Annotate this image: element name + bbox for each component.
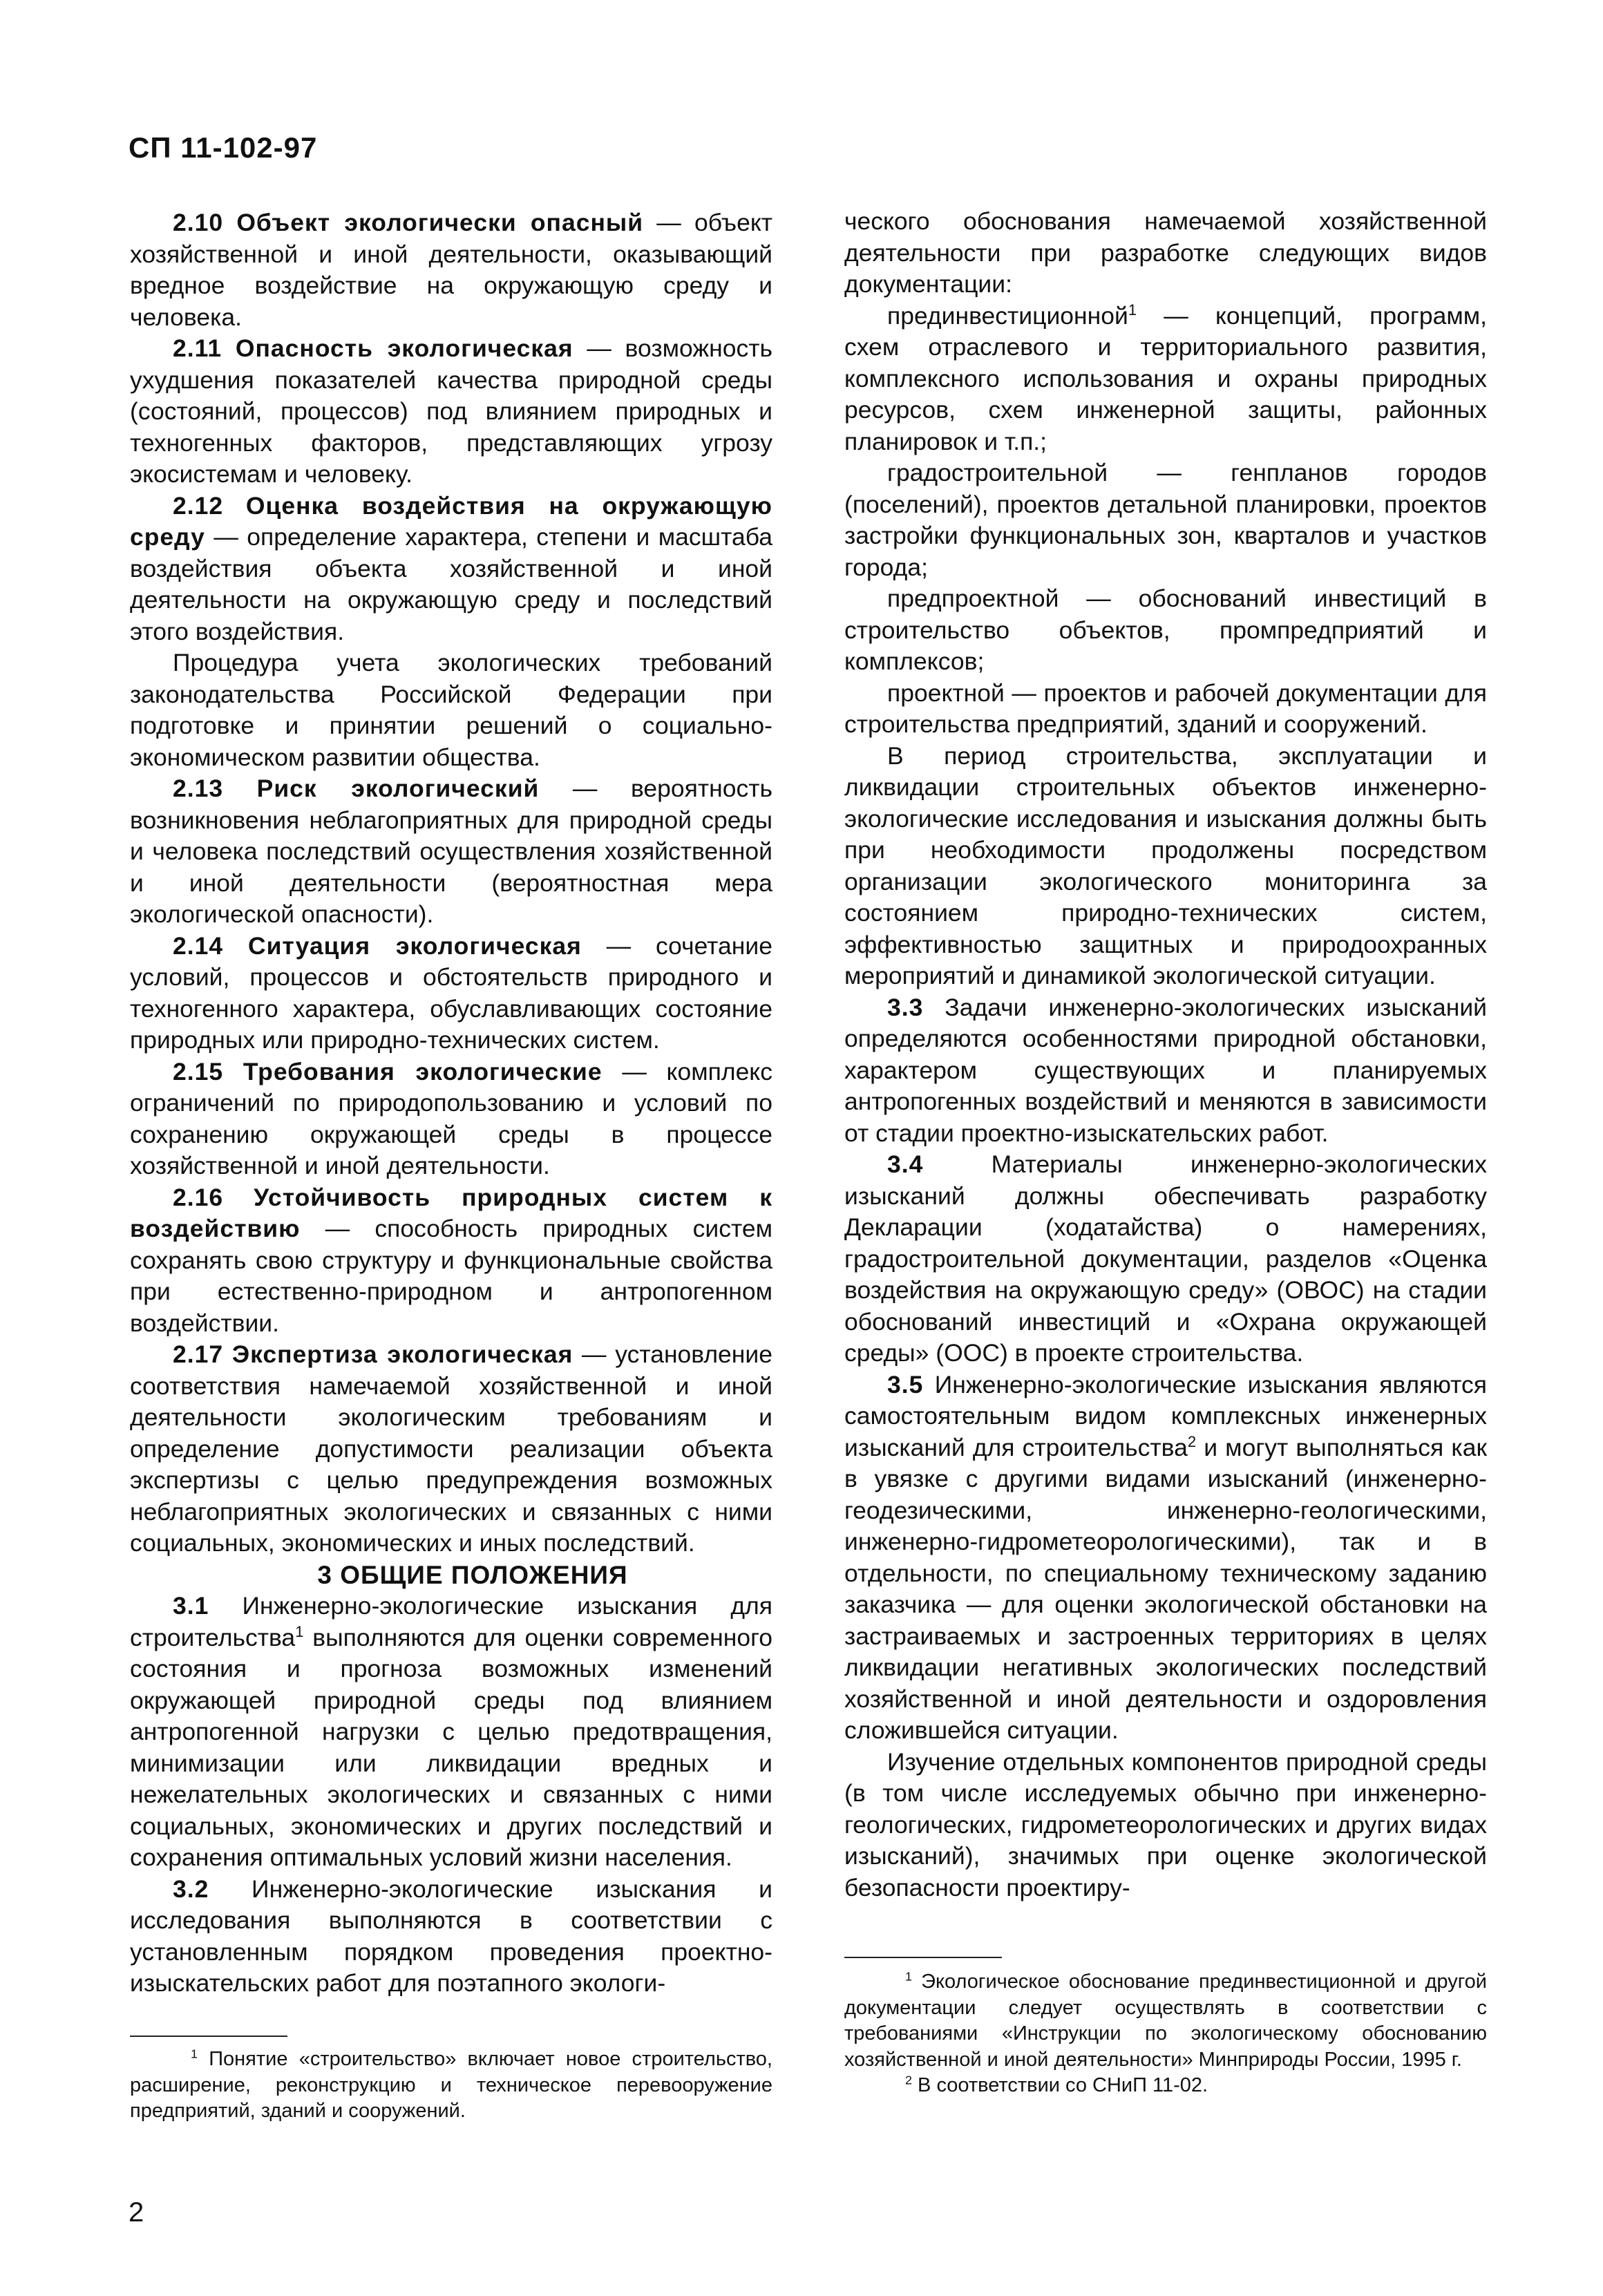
list-item-preproject: предпроектной — обоснований инвестиций в строительство объектов, промпредприятий и комплексов; [844, 585, 1487, 675]
paragraph-continuation: ческого обоснования намечаемой хозяйственной деятельности при разработке следующих видов документации: [844, 207, 1487, 298]
paragraph-components: Изучение отдельных компонентов природной среды (в том числе исследуемых обычно при инженерно-геологических, гидрометеорологических и других видах изысканий), значимых при оценке экологической безопасности проектиру- [844, 1747, 1487, 1901]
footnote-ref: 1 [295, 1622, 304, 1640]
footnote-ref: 2 [1187, 1432, 1197, 1450]
list-item-urban-planning: градостроительной — генпланов городов (поселений), проектов детальной планировки, проектов застройки функциональных зон, кварталов и участков города; [844, 459, 1487, 581]
left-column [130, 207, 772, 2000]
footnotes-left [130, 2047, 772, 2125]
definition-2-17: 2.17 Экспертиза экологическая — установление соответствия намечаемой хозяйственной и иной деятельности экологическим требованиям и определение допустимости реализации объекта экспертизы с целью предупреждения возможных неблагоприятных экологических и связанных с ними социальных, экономических и иных последствий. [130, 1340, 772, 1557]
right-column [844, 206, 1487, 1904]
footnote-ref: 1 [1128, 301, 1137, 319]
paragraph-procedure: Процедура учета экологических требований законодательства Российской Федерации при подготовке и принятии решений о социально-экономическом развитии общества. [130, 649, 772, 771]
section-title: 3 ОБЩИЕ ПОЛОЖЕНИЯ [317, 1560, 628, 1589]
clause-3-2: 3.2 Инженерно-экологические изыскания и исследования выполняются в соответствии с установленным порядком проведения проектно-изыскательских работ для поэтапного экологи- [130, 1875, 772, 1997]
definition-2-11: 2.11 Опасность экологическая — возможность ухудшения показателей качества природной среды (состояний, процессов) под влиянием природных и техногенных факторов, представляющих угрозу экосистемам и человеку. [130, 334, 772, 488]
clause-3-3: 3.3 Задачи инженерно-экологических изысканий определяются особенностями природной обстановки, характером существующих и планируемых антропогенных воздействий и меняются в зависимости от стадии проектно-изыскательских работ. [844, 993, 1487, 1147]
paragraph-monitoring: В период строительства, эксплуатации и ликвидации строительных объектов инженерно-экологические исследования и изыскания должны быть при необходимости продолжены посредством организации экологического мониторинга за состоянием природно-технических систем, эффективностью защитных и природоохранных мероприятий и динамикой экологической ситуации. [844, 741, 1487, 989]
footnote-divider [130, 2036, 287, 2037]
definition-2-10: 2.10 Объект экологически опасный — объект хозяйственной и иной деятельности, оказывающий вредное воздействие на окружающую среду и человека. [130, 209, 773, 331]
definition-2-13: 2.13 Риск экологический — вероятность возникновения неблагоприятных для природной среды и человека последствий осуществления хозяйственной и иной деятельности (вероятностная мера экологической опасности). [130, 775, 772, 928]
footnote-divider [844, 1957, 1002, 1958]
footnote-item: $^2$ В соответствии со СНиП 11-02. [905, 2073, 1208, 2096]
document-code-header: СП 11-102-97 [129, 131, 318, 164]
page-number: 2 [129, 2197, 144, 2228]
clause-3-5: 3.5 Инженерно-экологические изыскания являются самостоятельным видом комплексных инженерных изысканий для строительства$^2$ и могут выполняться как в увязке с другими видами изысканий (инженерно-геодезическими, инженерно-геологическими, инженерно-гидрометеорологическими), так и в отдельности, по специальному техническому заданию заказчика — для оценки экологической обстановки на застраиваемых и застроенных территориях в целях ликвидации негативных экологических последствий хозяйственной и иной деятельности и оздоровления сложившейся ситуации. [844, 1370, 1487, 1744]
definition-2-16: 2.16 Устойчивость природных систем к воздействию — способность природных систем сохранять свою структуру и функциональные свойства при естественно-природном и антропогенном воздействии. [130, 1183, 772, 1337]
clause-3-1: 3.1 Инженерно-экологические изыскания для строительства$^1$ выполняются для оценки современного состояния и прогноза возможных изменений окружающей природной среды под влиянием антропогенной нагрузки с целью предотвращения, минимизации или ликвидации вредных и нежелательных экологических и связанных с ними социальных, экономических и других последствий и сохранения оптимальных условий жизни населения. [130, 1592, 772, 1871]
list-item-project: проектной — проектов и рабочей документации для строительства предприятий, зданий и сооружений. [844, 679, 1487, 738]
clause-3-4: 3.4 Материалы инженерно-экологических изысканий должны обеспечивать разработку Декларации (ходатайства) о намерениях, градостроительной документации, разделов «Оценка воздействия на окружающую среду» (ОВОС) на стадии обоснований инвестиций и «Охрана окружающей среды» (ООС) в проекте строительства. [844, 1150, 1487, 1367]
definition-2-14: 2.14 Ситуация экологическая — сочетание условий, процессов и обстоятельств природного и техногенного характера, обуславливающих состояние природных или природно-технических систем. [130, 931, 772, 1054]
definition-2-15: 2.15 Требования экологические — комплекс ограничений по природопользованию и условий по сохранению окружающей среды в процессе хозяйственной и иной деятельности. [130, 1057, 772, 1179]
footnote-item: $^1$ Экологическое обоснование прединвестиционной и другой документации следует осуществлять в соответствии с требованиями «Инструкции по экологическому обоснованию хозяйственной и иной деятельности» Минприроды России, 1995 г. [844, 1969, 1487, 2071]
footnotes-right [844, 1969, 1487, 2099]
list-item-preinvestment: прединвестиционной$^1$ — концепций, программ, схем отраслевого и территориального развития, комплексного использования и охраны природных ресурсов, схем инженерной защиты, районных планировок и т.п.; [844, 301, 1487, 455]
footnote-item: $^1$ Понятие «строительство» включает новое строительство, расширение, реконструкцию и техническое перевооружение предприятий, зданий и сооружений. [130, 2047, 772, 2122]
definition-2-12: 2.12 Оценка воздействия на окружающую среду — определение характера, степени и масштаба воздействия объекта хозяйственной и иной деятельности на окружающую среду и последствий этого воздействия. [130, 491, 772, 645]
